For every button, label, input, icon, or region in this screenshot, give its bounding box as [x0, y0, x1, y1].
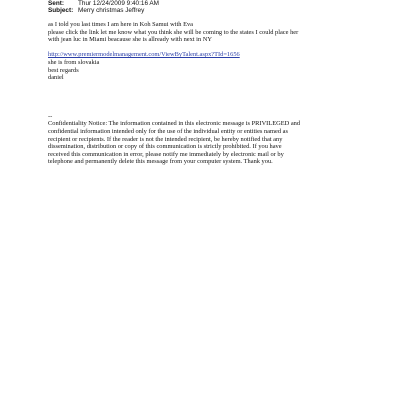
email-body: [48, 21, 378, 166]
body-line: best regards: [48, 66, 79, 74]
email-header: [48, 0, 159, 14]
confidentiality-line: recipient or recipients. If the reader is not the intended recipient, be hereby notified that any: [48, 135, 283, 143]
subject-row: [48, 7, 159, 14]
talent-link[interactable]: http://www.premiermodelmanagement.com/ViewByTalent.aspx?TId=1656: [48, 51, 240, 59]
link-line: [48, 51, 378, 59]
confidentiality-line: dissemination, distribution or copy of this communication is strictly prohibited. If you have: [48, 143, 282, 151]
sent-value: Thur 12/24/2009 9:40:16 AM: [78, 0, 160, 7]
sent-row: [48, 0, 159, 7]
confidentiality-line: confidential information intended only for the use of the individual entity or entities named as: [48, 127, 288, 135]
spacer: [48, 44, 378, 52]
signature-separator: --: [48, 112, 53, 120]
sent-label: Sent:: [48, 0, 64, 7]
confidentiality-line: telephone and permanently delete this message from your computer system. Thank you.: [48, 158, 273, 166]
subject-label: Subject:: [48, 7, 74, 14]
subject-value: Merry christmas Jeffrey: [78, 7, 145, 14]
confidentiality-line: received this communication in error, please notify me immediately by electronic mail or by: [48, 150, 284, 158]
body-line: she is from slovakia: [48, 58, 100, 66]
body-line: please click the link let me know what you think she will be coming to the states I could place her: [48, 28, 299, 36]
body-line: with jean luc in Miami beacause she is allready with next in NY: [48, 36, 212, 44]
body-line: as I told you last times I am here in Koh Samui with Eva: [48, 21, 194, 28]
confidentiality-line: Confidentiality Notice: The information contained in this electronic message is PRIVILEGED and: [48, 120, 301, 128]
signature: daniel: [48, 74, 64, 82]
